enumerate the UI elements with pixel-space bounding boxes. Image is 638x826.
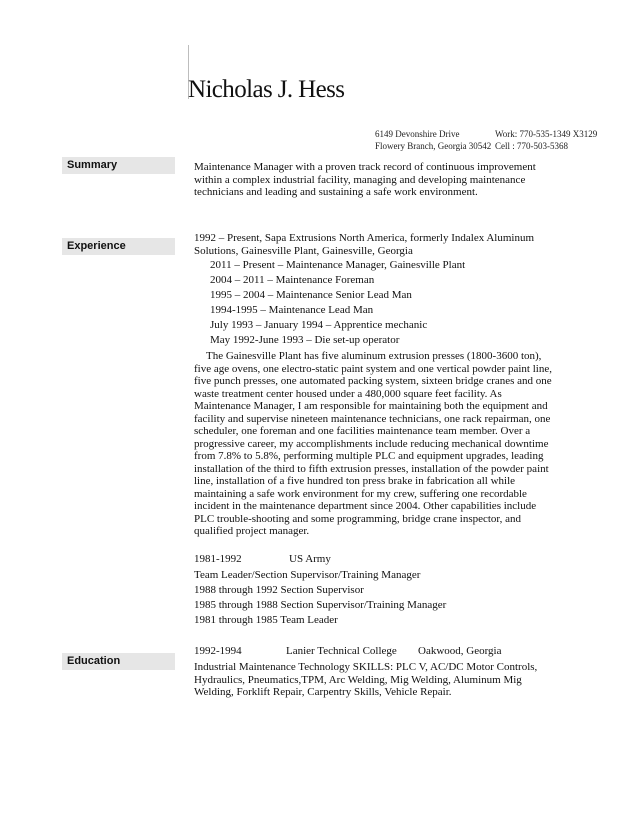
job1-role: 1995 – 2004 – Maintenance Senior Lead Man bbox=[210, 289, 412, 301]
job1-description: The Gainesville Plant has five aluminum extrusion presses (1800-3600 ton), five age ovens, one electro-static paint system and one vertical powder paint line, five punch presses, one automated packing system, sixteen bridge cranes and one waste treatment center housed under a 480,000 square feet facility. As Maintenance Manager, I am responsible for maintaining both the equipment and facility and supervise nineteen maintenance technicians, one rack repairman, one scheduler, one foreman and one facilities maintenance team member. Over a progressive career, my accomplishments include reducing mechanical downtime from 7.8% to 5.8%, performing multiple PLC and equipment upgrades, leading installation of the third to fifth extrusion presses, installation of the powder paint line, installation of a five hundred ton press brake in fabrication all while maintaining a safe work environment for my crew, suffering one recordable incident in the maintenance department since 2004. Other capabilities include PLC trouble-shooting and some programming, bridge crane inspector, and qualified project manager. bbox=[194, 350, 552, 537]
summary-section-label: Summary bbox=[62, 157, 175, 174]
summary-text: Maintenance Manager with a proven track record of continuous improvement within a complex industrial facility, managing and developing maintenance technicians and leading and sustaining a safe work environment. bbox=[194, 161, 536, 198]
job1-role: 2011 – Present – Maintenance Manager, Gainesville Plant bbox=[210, 259, 466, 271]
job2-line: 1981 through 1985 Team Leader bbox=[194, 614, 338, 626]
education-details: Industrial Maintenance Technology SKILLS: PLC V, AC/DC Motor Controls, Hydraulics, Pneumatics,TPM, Arc Welding, Mig Welding, Aluminum Mig Welding, Forklift Repair, Carpentry Skills, Vehicle Repair. bbox=[194, 661, 538, 698]
job1-role: July 1993 – January 1994 – Apprentice mechanic bbox=[210, 319, 428, 331]
education-section-label: Education bbox=[62, 653, 175, 670]
job1-role: May 1992-June 1993 – Die set-up operator bbox=[210, 334, 400, 346]
job1-title: 1992 – Present, Sapa Extrusions North America, formerly Indalex Aluminum Solutions, Gainesville Plant, Gainesville, Georgia bbox=[194, 232, 535, 257]
job2-line: 1985 through 1988 Section Supervisor/Training Manager bbox=[194, 599, 447, 611]
resume-name: Nicholas J. Hess bbox=[188, 76, 345, 103]
experience-section-label: Experience bbox=[62, 238, 175, 255]
job2-organization: US Army bbox=[289, 553, 331, 565]
address-line-2: Flowery Branch, Georgia 30542 bbox=[375, 141, 492, 151]
job1-role: 1994-1995 – Maintenance Lead Man bbox=[210, 304, 374, 316]
job2-line: 1988 through 1992 Section Supervisor bbox=[194, 584, 364, 596]
education-location: Oakwood, Georgia bbox=[418, 645, 502, 657]
education-school: Lanier Technical College bbox=[286, 645, 397, 657]
job1-role: 2004 – 2011 – Maintenance Foreman bbox=[210, 274, 375, 286]
job2-years: 1981-1992 bbox=[194, 553, 242, 565]
cell-phone: Cell : 770-503-5368 bbox=[495, 141, 568, 151]
work-phone: Work: 770-535-1349 X3129 bbox=[495, 129, 598, 139]
address-line-1: 6149 Devonshire Drive bbox=[375, 129, 460, 139]
job2-line: Team Leader/Section Supervisor/Training Manager bbox=[194, 569, 421, 581]
education-years: 1992-1994 bbox=[194, 645, 242, 657]
